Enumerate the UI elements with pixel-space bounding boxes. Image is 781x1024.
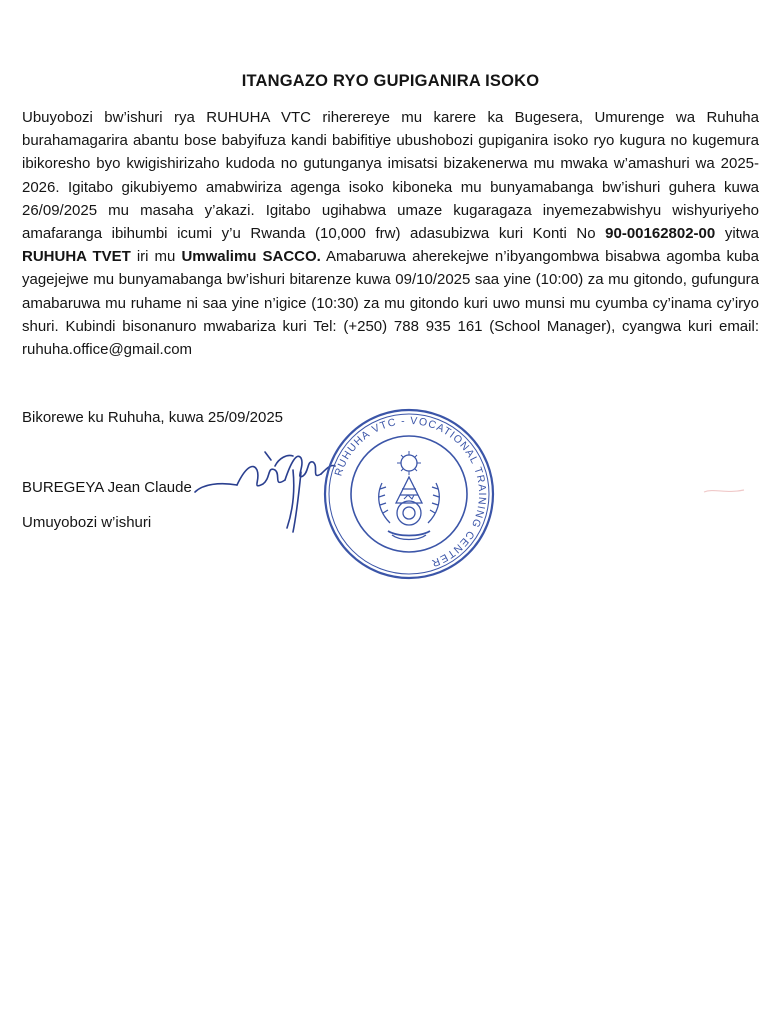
faint-mark — [700, 478, 750, 508]
official-stamp — [320, 405, 498, 583]
notice-body — [22, 106, 759, 361]
rwanda-emblem-icon — [379, 451, 440, 540]
signer-role: Umuyobozi w’ishuri — [22, 514, 152, 531]
place-and-date: Bikorewe ku Ruhuha, kuwa 25/09/2025 — [22, 409, 284, 426]
svg-text:RUHUHA VTC - VOCATIONAL TRAINI — [332, 415, 488, 569]
stamp-text: RUHUHA VTC - VOCATIONAL TRAINING CENTER — [332, 414, 489, 570]
notice-title: ITANGAZO RYO GUPIGANIRA ISOKO — [241, 72, 540, 90]
body-text-part-2: yitwa — [715, 225, 760, 243]
body-text-part-3: iri mu — [130, 248, 182, 266]
body-text-part-4: Amabaruwa aherekejwe n’ibyangombwa bisabwa agomba kuba yagejejwe mu bunyamabanga bw’ishuri bitarenze kuwa 09/10/2025 saa yine (10:00) za mu gitondo, gufungura amabaruwa mu ruhame ni saa yine n’igice (10:30) za mu gitondo kuri uwo munsi mu cyumba cy’inama cy’iryo shuri. Kubindi bisonanuro mwabariza kuri Tel: (+250) 788 935 161 (School Manager), cyangwa kuri email: ruhuha.office@gmail.com — [22, 248, 759, 359]
account-name: RUHUHA TVET — [22, 248, 131, 266]
account-number: 90-00162802-00 — [605, 225, 716, 243]
body-text-part-1: Ubuyobozi bw’ishuri rya RUHUHA VTC riherereye mu karere ka Bugesera, Umurenge wa Ruhuha burahamagarira abantu bose babyifuza kandi babifitiye ubushobozi gupiganira isoko ryo kugura no kugemura ibikoresho byo kwigishirizaho kudoda no gutunganya imisatsi bizakenerwa mu mwaka w’amashuri wa 2025-2026. Igitabo gikubiyemo amabwiriza agenga isoko kiboneka mu bunyamabanga bw’ishuri guhera kuwa 26/09/2025 mu masaha y’akazi. Igitabo ugihabwa umaze kugaragaza inyemezabwishyu wishyuriyeho amafaranga ibihumbi icumi y’u Rwanda (10,000 frw) adasubizwa kuri Konti No — [22, 109, 759, 243]
signer-name: BUREGEYA Jean Claude — [22, 479, 192, 496]
bank-name: Umwalimu SACCO. — [181, 248, 321, 266]
